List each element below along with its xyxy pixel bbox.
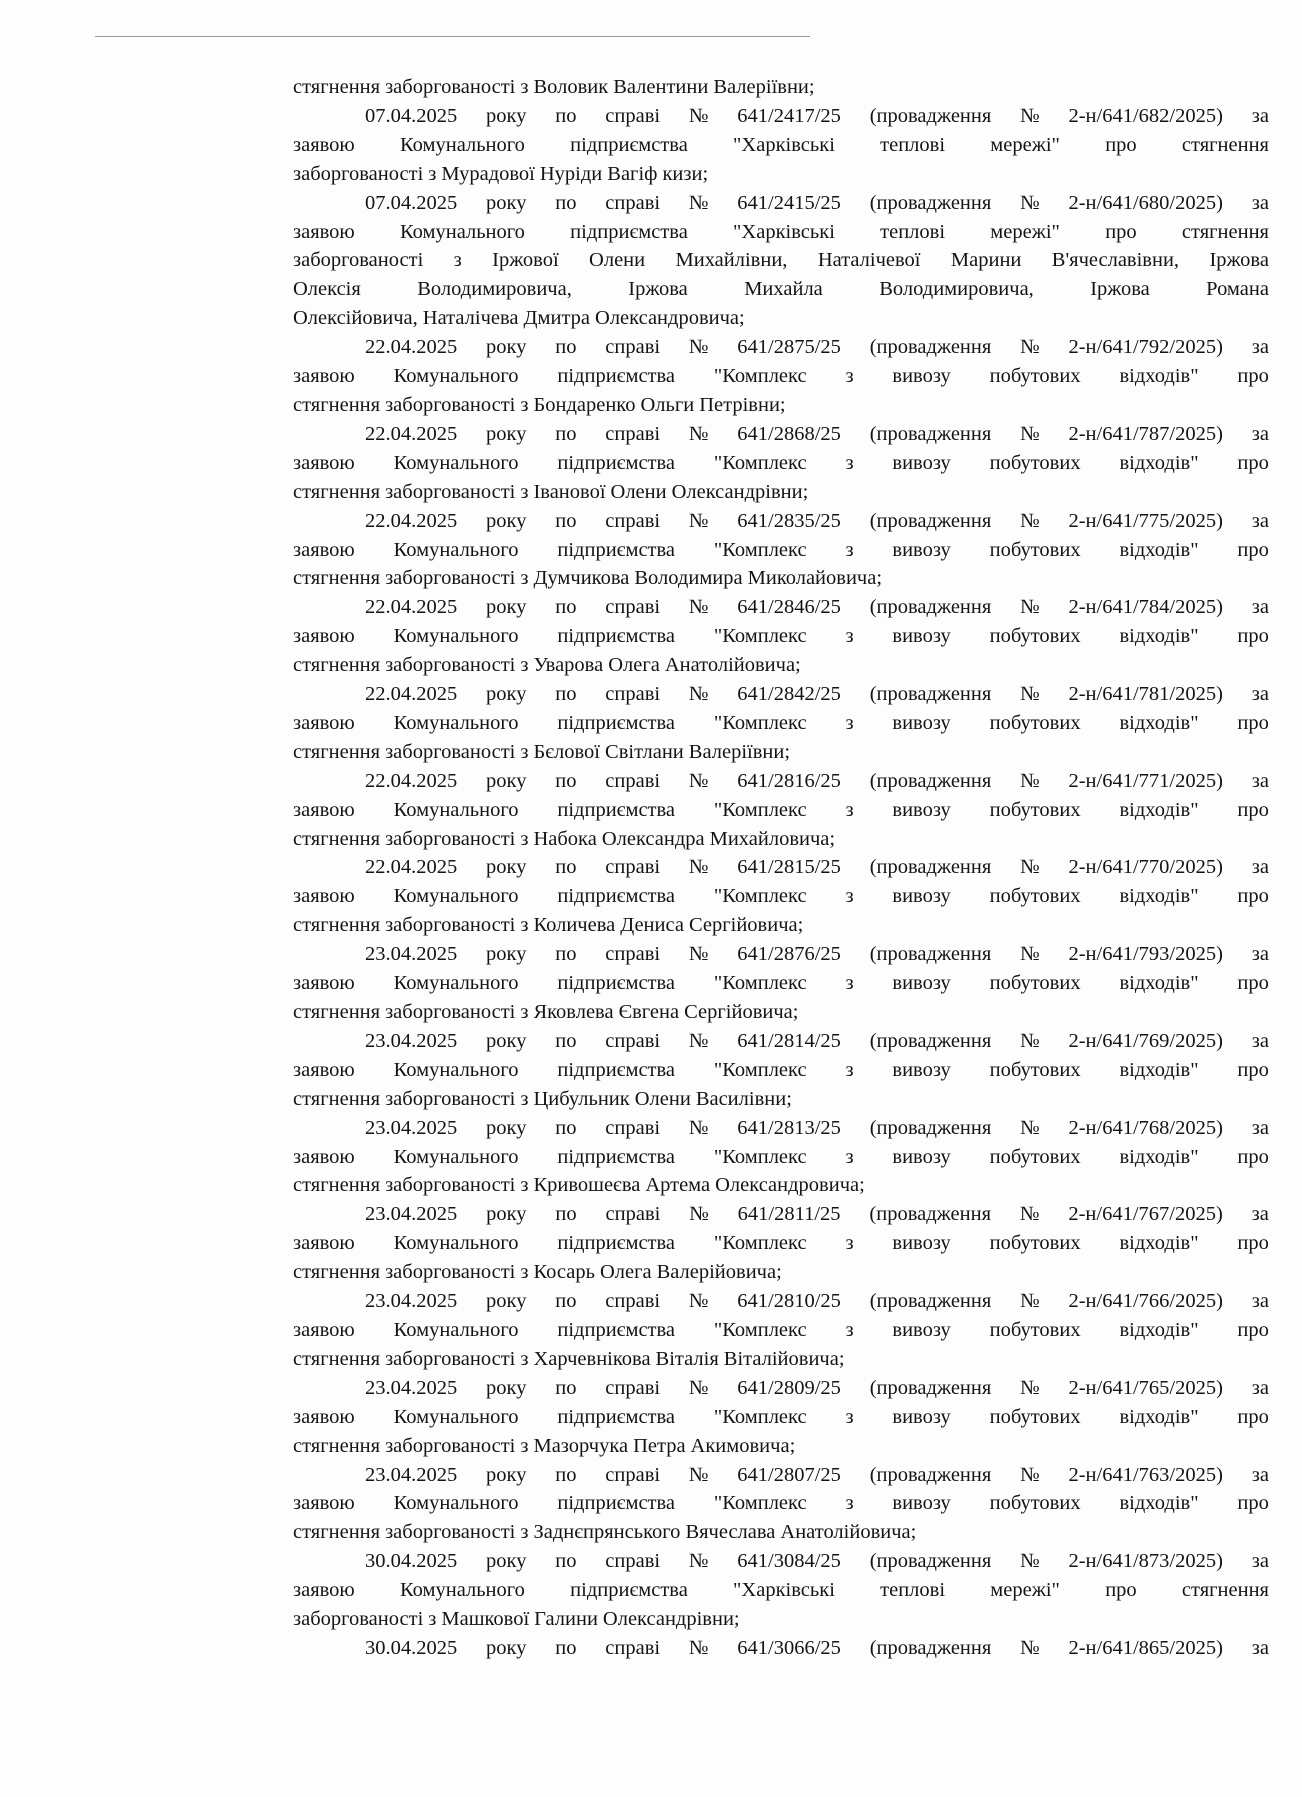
text-line: стягнення заборгованості з Количева Дениса Сергійовича; <box>293 914 804 937</box>
text-line: стягнення заборгованості з Думчикова Володимира Миколайовича; <box>293 567 883 590</box>
text-line: стягнення заборгованості з Бондаренко Ольги Петрівни; <box>293 393 786 416</box>
text-line: заявою Комунального підприємства "Харківські теплові мережі" про стягнення <box>293 220 1269 243</box>
text-line: заборгованості з Мурадової Нуріди Вагіф кизи; <box>293 162 709 185</box>
text-line: Олексійовича, Наталічева Дмитра Олександровича; <box>293 307 745 330</box>
text-line: 23.04.2025 року по справі № 641/2807/25 (провадження № 2-н/641/763/2025) за <box>365 1463 1269 1486</box>
text-line: заявою Комунального підприємства "Комплекс з вивозу побутових відходів" про <box>293 885 1269 908</box>
text-line: заявою Комунального підприємства "Комплекс з вивозу побутових відходів" про <box>293 711 1269 734</box>
text-line: стягнення заборгованості з Заднєпрянського Вячеслава Анатолійовича; <box>293 1521 917 1544</box>
text-line: заявою Комунального підприємства "Комплекс з вивозу побутових відходів" про <box>293 1492 1269 1515</box>
text-line: стягнення заборгованості з Уварова Олега Анатолійовича; <box>293 654 801 677</box>
top-divider <box>95 36 810 37</box>
text-line: стягнення заборгованості з Іванової Олени Олександрівни; <box>293 480 809 503</box>
text-line: заявою Комунального підприємства "Комплекс з вивозу побутових відходів" про <box>293 1145 1269 1168</box>
text-line: заявою Комунального підприємства "Харківські теплові мережі" про стягнення <box>293 1579 1269 1602</box>
text-line: стягнення заборгованості з Косарь Олега Валерійовича; <box>293 1261 782 1284</box>
text-line: стягнення заборгованості з Набока Олександра Михайловича; <box>293 827 836 850</box>
text-line: 22.04.2025 року по справі № 641/2816/25 (провадження № 2-н/641/771/2025) за <box>365 769 1269 792</box>
text-line: 23.04.2025 року по справі № 641/2809/25 (провадження № 2-н/641/765/2025) за <box>365 1376 1269 1399</box>
text-line: заявою Комунального підприємства "Комплекс з вивозу побутових відходів" про <box>293 1318 1269 1341</box>
text-line: заборгованості з Машкової Галини Олександрівни; <box>293 1608 740 1631</box>
text-line: заявою Комунального підприємства "Харківські теплові мережі" про стягнення <box>293 133 1269 156</box>
document-body <box>293 73 1269 1773</box>
text-line: заявою Комунального підприємства "Комплекс з вивозу побутових відходів" про <box>293 1405 1269 1428</box>
text-line: заявою Комунального підприємства "Комплекс з вивозу побутових відходів" про <box>293 625 1269 648</box>
text-line: 07.04.2025 року по справі № 641/2417/25 (провадження № 2-н/641/682/2025) за <box>365 104 1269 127</box>
text-line: заявою Комунального підприємства "Комплекс з вивозу побутових відходів" про <box>293 1058 1269 1081</box>
text-line: 22.04.2025 року по справі № 641/2846/25 (провадження № 2-н/641/784/2025) за <box>365 596 1269 619</box>
text-line: стягнення заборгованості з Мазорчука Петра Акимовича; <box>293 1434 796 1457</box>
text-line: заявою Комунального підприємства "Комплекс з вивозу побутових відходів" про <box>293 972 1269 995</box>
text-line: 23.04.2025 року по справі № 641/2876/25 (провадження № 2-н/641/793/2025) за <box>365 943 1269 966</box>
text-line: стягнення заборгованості з Воловик Валентини Валеріївни; <box>293 76 815 98</box>
text-line: 07.04.2025 року по справі № 641/2415/25 (провадження № 2-н/641/680/2025) за <box>365 191 1269 214</box>
text-line: заявою Комунального підприємства "Комплекс з вивозу побутових відходів" про <box>293 1232 1269 1255</box>
text-line: 23.04.2025 року по справі № 641/2810/25 (провадження № 2-н/641/766/2025) за <box>365 1290 1269 1313</box>
text-line: 23.04.2025 року по справі № 641/2814/25 (провадження № 2-н/641/769/2025) за <box>365 1029 1269 1052</box>
text-line: стягнення заборгованості з Бєлової Світлани Валеріївни; <box>293 740 791 763</box>
text-line: 23.04.2025 року по справі № 641/2811/25 (провадження № 2-н/641/767/2025) за <box>365 1203 1269 1226</box>
text-line: 22.04.2025 року по справі № 641/2835/25 (провадження № 2-н/641/775/2025) за <box>365 509 1269 532</box>
text-line: Олексія Володимировича, Іржова Михайла Володимировича, Іржова Романа <box>293 278 1269 301</box>
text-line: 30.04.2025 року по справі № 641/3084/25 (провадження № 2-н/641/873/2025) за <box>365 1550 1269 1573</box>
text-line: 30.04.2025 року по справі № 641/3066/25 (провадження № 2-н/641/865/2025) за <box>365 1636 1269 1659</box>
text-line: стягнення заборгованості з Цибульник Олени Василівни; <box>293 1087 792 1110</box>
text-line: 22.04.2025 року по справі № 641/2842/25 (провадження № 2-н/641/781/2025) за <box>365 683 1269 706</box>
text-line: стягнення заборгованості з Яковлева Євгена Сергійовича; <box>293 1001 799 1023</box>
text-line: заявою Комунального підприємства "Комплекс з вивозу побутових відходів" про <box>293 365 1269 388</box>
text-line: заявою Комунального підприємства "Комплекс з вивозу побутових відходів" про <box>293 538 1269 561</box>
text-line: 22.04.2025 року по справі № 641/2868/25 (провадження № 2-н/641/787/2025) за <box>365 422 1269 445</box>
text-line: 22.04.2025 року по справі № 641/2875/25 (провадження № 2-н/641/792/2025) за <box>365 336 1269 359</box>
text-line: стягнення заборгованості з Харчевнікова Віталія Віталійовича; <box>293 1347 845 1370</box>
text-line: 22.04.2025 року по справі № 641/2815/25 (провадження № 2-н/641/770/2025) за <box>365 856 1269 879</box>
text-line: стягнення заборгованості з Кривошеєва Артема Олександровича; <box>293 1174 865 1197</box>
text-line: заборгованості з Іржової Олени Михайлівни, Наталічевої Марини В'ячеславівни, Іржова <box>293 249 1269 272</box>
text-line: заявою Комунального підприємства "Комплекс з вивозу побутових відходів" про <box>293 451 1269 474</box>
text-line: заявою Комунального підприємства "Комплекс з вивозу побутових відходів" про <box>293 798 1269 821</box>
text-line: 23.04.2025 року по справі № 641/2813/25 (провадження № 2-н/641/768/2025) за <box>365 1116 1269 1139</box>
